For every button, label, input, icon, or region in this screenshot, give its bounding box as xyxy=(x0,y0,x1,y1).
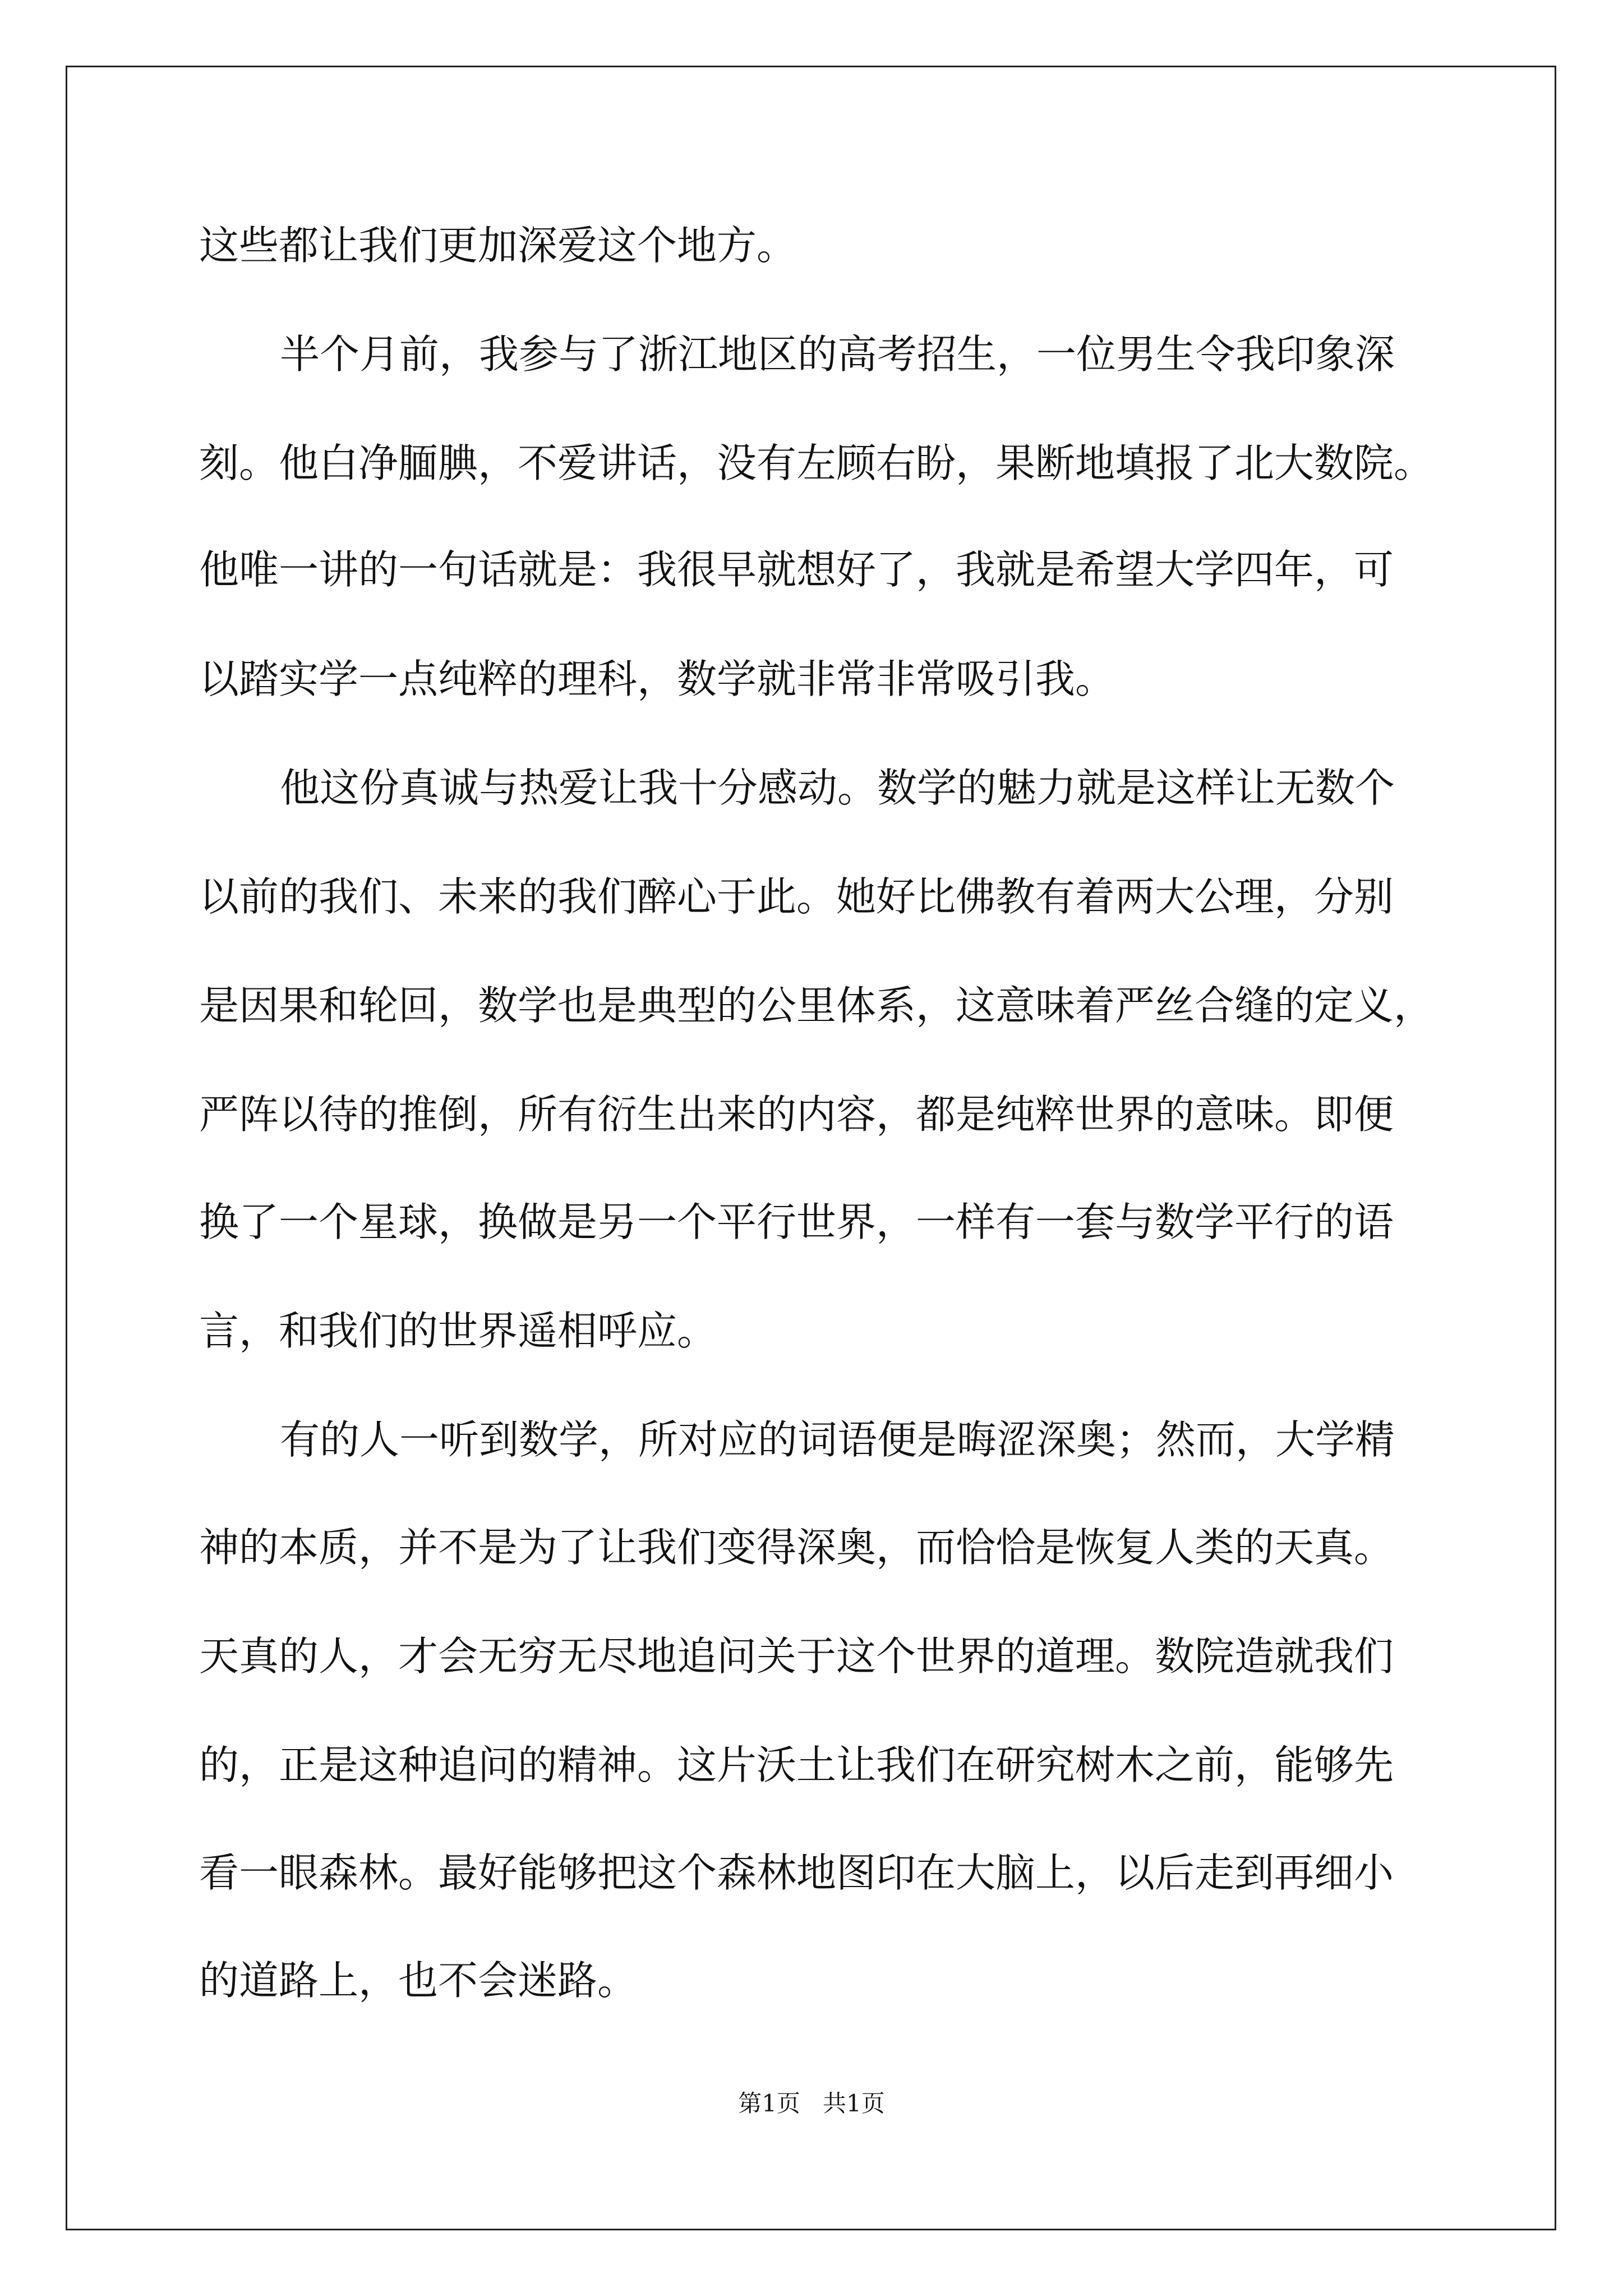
paragraph-first-line: 半个月前，我参与了浙江地区的高考招生，一位男生令我印象深 xyxy=(280,331,1395,378)
paragraph-first-line: 有的人一听到数学，所对应的词语便是晦涩深奥；然而，大学精 xyxy=(280,1416,1395,1463)
paragraph-line: 天真的人，才会无穷无尽地追问关于这个世界的道理。数院造就我们 xyxy=(199,1633,1394,1680)
paragraph-line: 以前的我们、未来的我们醉心于此。她好比佛教有着两大公理，分别 xyxy=(199,873,1394,920)
paragraph-line: 看一眼森林。最好能够把这个森林地图印在大脑上，以后走到再细小 xyxy=(199,1849,1394,1896)
page-number-footer: 第1页 共1页 xyxy=(738,2090,885,2117)
paragraph-line: 这些都让我们更加深爱这个地方。 xyxy=(199,222,797,269)
paragraph-line: 是因果和轮回，数学也是典型的公里体系，这意味着严丝合缝的定义， xyxy=(199,982,1434,1029)
paragraph-line: 他唯一讲的一句话就是：我很早就想好了，我就是希望大学四年，可 xyxy=(199,546,1394,593)
paragraph-first-line: 他这份真诚与热爱让我十分感动。数学的魅力就是这样让无数个 xyxy=(280,765,1395,811)
paragraph-line: 神的本质，并不是为了让我们变得深奥，而恰恰是恢复人类的天真。 xyxy=(199,1524,1394,1571)
paragraph-line: 的道路上，也不会迷路。 xyxy=(199,1957,638,2004)
paragraph-line: 的，正是这种追问的精神。这片沃土让我们在研究树木之前，能够先 xyxy=(199,1742,1394,1788)
paragraph-line: 严阵以待的推倒，所有衍生出来的内容，都是纯粹世界的意味。即便 xyxy=(199,1091,1394,1138)
paragraph-line: 言，和我们的世界遥相呼应。 xyxy=(199,1308,717,1354)
paragraph-line: 以踏实学一点纯粹的理科，数学就非常非常吸引我。 xyxy=(199,656,1115,702)
paragraph-line: 换了一个星球，换做是另一个平行世界，一样有一套与数学平行的语 xyxy=(199,1199,1394,1245)
page-border xyxy=(66,66,1556,2230)
paragraph-line: 刻。他白净腼腆，不爱讲话，没有左顾右盼，果断地填报了北大数院。 xyxy=(199,440,1434,486)
